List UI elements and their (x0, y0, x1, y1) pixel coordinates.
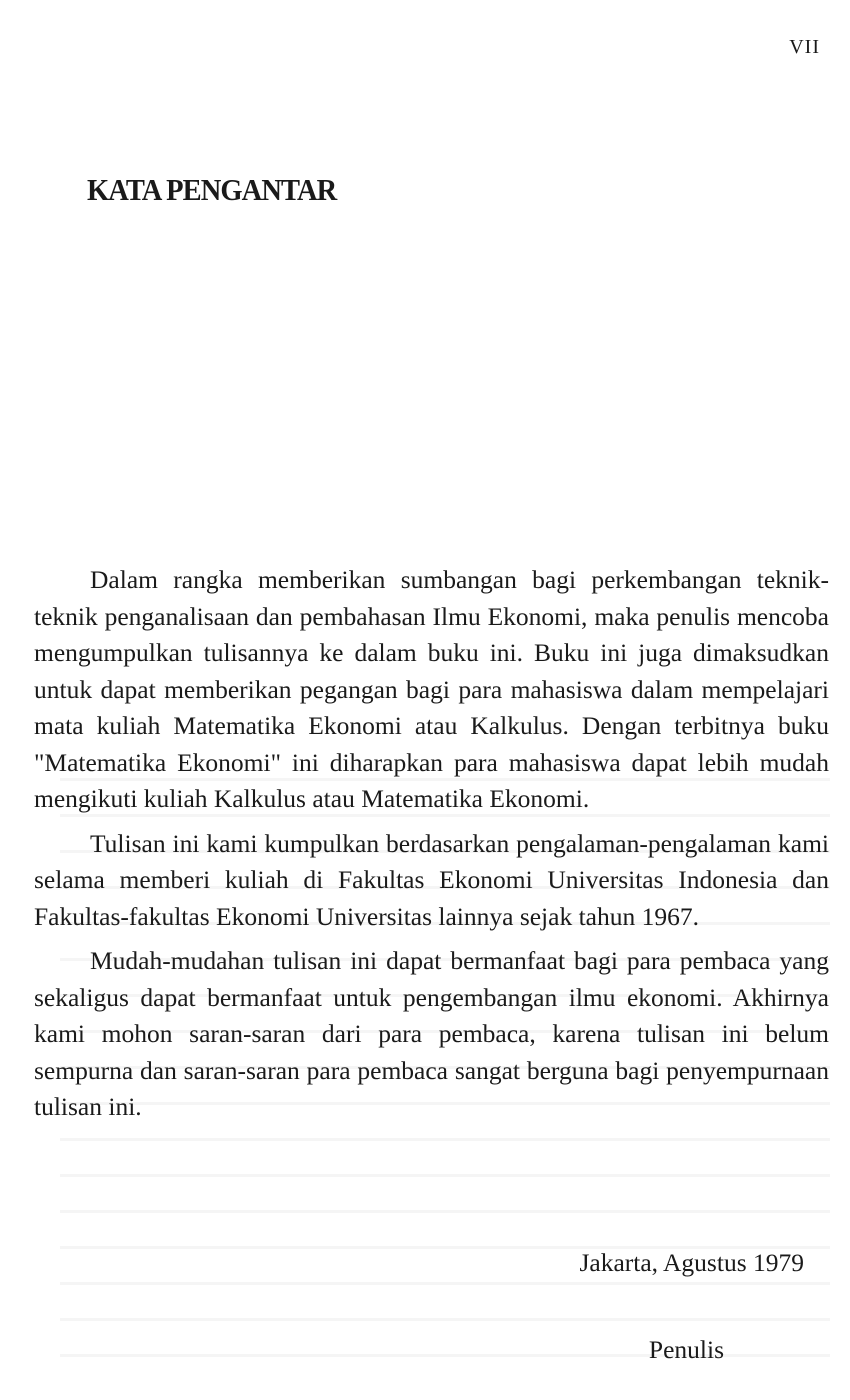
paragraph-1: Dalam rangka memberikan sumbangan bagi perkembangan teknik-teknik penganalisaan dan pembahasan Ilmu Ekonomi, maka penulis mencoba mengumpulkan tulisannya ke dalam buku ini. Buku ini juga dimaksudkan untuk dapat memberikan pegangan bagi para mahasiswa dalam mempelajari mata kuliah Matematika Ekonomi atau Kalkulus. Dengan terbitnya buku "Matematika Ekonomi" ini diharapkan para mahasiswa dapat lebih mudah mengikuti kuliah Kalkulus atau Matematika Ekonomi. (34, 565, 829, 813)
signature-place-date: Jakarta, Agustus 1979 (579, 1248, 804, 1277)
preface-body (34, 562, 829, 1126)
signature-name: Penulis (648, 1335, 724, 1364)
paragraph-2: Tulisan ini kami kumpulkan berdasarkan pengalaman-pengalaman kami selama memberi kuliah di Fakultas Ekonomi Universitas Indonesia dan Fakultas-fakultas Ekonomi Universitas lainnya sejak tahun 1967. (34, 828, 829, 931)
page-number: VII (789, 36, 820, 58)
paragraph-3: Mudah-mudahan tulisan ini dapat bermanfaat bagi para pembaca yang sekaligus dapat bermanfaat untuk pengembangan ilmu ekonomi. Akhirnya kami mohon saran-saran dari para pembaca, karena tulisan ini belum sempurna dan saran-saran para pembaca sangat berguna bagi penyempurnaan tulisan ini. (34, 946, 829, 1121)
page-title: KATA PENGANTAR (87, 172, 337, 207)
